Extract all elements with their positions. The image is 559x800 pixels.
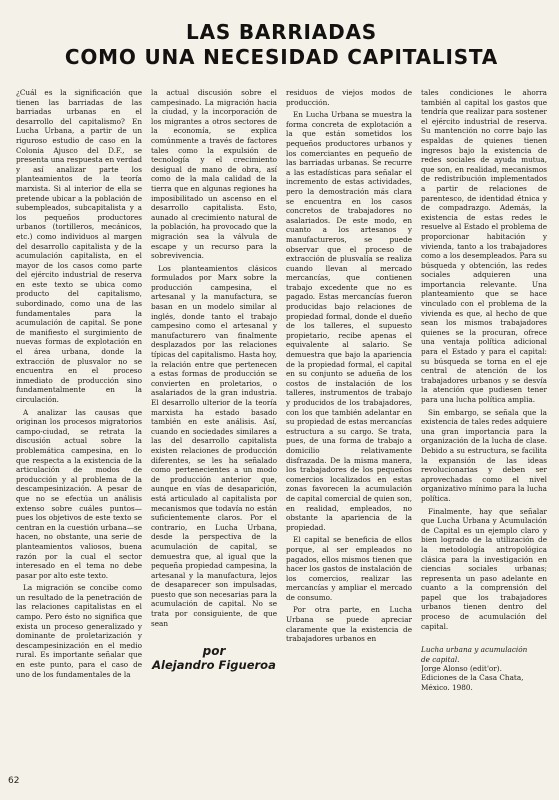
paragraph: En Lucha Urbana se muestra la forma concreta de explotación a la que están sometidos los pequeños productores urbanos y los comerciantes en pequeño de las barriadas urbanas. Se recurre a las estadísticas para señalar el incremento de estas actividades, pero la demostración más clara se encuentra en los casos concretos de trabajadores no asalariados. De este modo, en cuanto a los artesanos y manufactureros, se puede observar que el proceso de extracción de plusvalía se realiza cuando llevan al mercado mercancías, que contienen trabajo excedente que no es pagado. Estas mercancías fueron producidas bajo relaciones de propiedad formal, donde el dueño de los talleres, el supuesto propietario, recibe apenas el equivalente al salario. Se demuestra que bajo la apariencia de la propiedad formal, el capital en su conjunto se adueña de los costos de instalación de los talleres, instrumentos de trabajo y producidos de los trabajadores, con los que también adelantar en su propiedad de estas mercancías estructura a su cargo. Se trata, pues, de una forma de trabajo a domicilio relativamente disfrazada. De la misma manera, los trabajadores de los pequeños comercios localizados en estas zonas favorecen la acumulación de capital comercial de quien son, en realidad, empleados, no obstante la apariencia de la propiedad. (286, 110, 412, 532)
paragraph: tales condiciones le ahorra también al capital los gastos que tendría que realizar para sostener el ejército industrial de reserva. Su mantención no corre bajo las espaldas de quienes tienen ingresos bajo la existencia de redes sociales de ayuda mutua, que son, en realidad, mecanismos de redistribución implementados a partir de relaciones de parentesco, de identidad étnica y de compadrazgo. Además, la existencia de estas redes le resuelve al Estado el problema de proporcionar habitación y vivienda, tanto a los trabajadores como a los desempleados. Para su búsqueda y obtención, las redes sociales adquieren una importancia relevante. Una planteamiento que se hace vinculado con el problema de la vivienda es que, al hecho de que sean los mismos trabajadores quienes se la procuran, ofrece una ventaja política adicional para el Estado y para el capital: su búsqueda se torna en el eje central de atención de los trabajadores urbanos y se desvía la atención que pudiesen tener para una lucha política amplia. (421, 88, 547, 404)
column-4 (421, 88, 547, 760)
headline-line-2: COMO UNA NECESIDAD CAPITALISTA (64, 45, 499, 69)
byline (151, 644, 277, 672)
article-columns (16, 88, 547, 760)
paragraph: Sin embargo, se señala que la existencia de tales redes adquiere una gran importancia para la organización de la lucha de clase. Debido a su estructura, se facilita la expansión de las ideas revolucionarias y deben ser aprovechadas como el nivel organizativo mínimo para la lucha política. (421, 407, 547, 503)
paragraph: la actual discusión sobre el campesinado. La migración hacia la ciudad, y la incorporación de los migrantes a otros sectores de la economía, se explica comúnmente a través de factores tales como la expulsión de tecnología y el crecimiento desigual de mano de obra, así como de la mala calidad de la tierra que en algunas regiones ha imposibilitado un ascenso en el desarrollo capitalista. Esto, aunado al crecimiento natural de la población, ha provocado que la migración sea la válvula de escape y un recurso para la sobrevivencia. (151, 88, 277, 261)
bib-title-1: Lucha urbana y acumulación (421, 645, 528, 655)
paragraph: residuos de viejos modos de producción. (286, 88, 412, 107)
paragraph: La migración se concibe como un resultado de la penetración de las relaciones capitalistas en el campo. Pero ésto no significa que exista un proceso generalizado y dominante de proletarización y descampesinización en el medio rural. Es importante señalar que en este punto, para el caso de uno de los fundamentales de la (16, 583, 142, 679)
paragraph: Finalmente, hay que señalar que Lucha Urbana y Acumulación de Capital es un ejemplo claro y bien logrado de la utilización de la metodología antropológica clásica para la investigación en ciencias sociales urbanas; representa un paso adelante en cuanto a la comprensión del papel que los trabajadores urbanos tienen dentro del proceso de acumulación del capital. (421, 506, 547, 631)
bib-place: México. 1980. (421, 682, 473, 692)
paragraph: A analizar las causas que originan los procesos migratorios campo-ciudad, se retrata la discusión actual sobre la problemática campesina, en lo que respecta a la existencia de la articulación de modos de producción y al problema de la descampesinización. A pesar de que no se efectúa un análisis extenso sobre cuáles puntos—pues los objetivos de este texto se centran en la cuestión urbana—se hacen, no obstante, una serie de planteamientos valiosos, buena razón por la cual el sector interesado en el tema no debe pasar por alto este texto. (16, 407, 142, 580)
bibliographic-note (421, 645, 547, 692)
column-2 (151, 88, 277, 760)
column-1 (16, 88, 142, 760)
paragraph: Por otra parte, en Lucha Urbana se puede apreciar claramente que la existencia de trabajadores urbanos en (286, 605, 412, 644)
headline (16, 20, 547, 70)
page-number: 62 (8, 776, 20, 786)
column-3 (286, 88, 412, 760)
byline-prefix: por (202, 644, 226, 659)
paragraph: ¿Cuál es la significación que tienen las barriadas de las barriadas urbanas en el desarrollo del capitalismo? En Lucha Urbana, a partir de un riguroso estudio de caso en la Colonia Ajusco del D.F., se presenta una respuesta en verdad y así analizar parte los planteamientos de la teoría marxista. Si al interior de ella se pretende ubicar a la población de subempleados, subcapitalista y a los pequeños productores urbanos (tortilleros, mecánicos, etc.) como individuos al margen del desarrollo capitalista y de la acumulación capitalista, en el mayor de los casos como parte del ejército industrial de reserva en este texto se ubica como producto del capitalismo, subordinado, como una de las fundamentales para la acumulación de capital. Se pone de manifiesto el surgimiento de nuevas formas de explotación en el área urbana, donde la extracción de plusvalor no se encuentra en el proceso inmediato de producción sino fundamentalmente en la circulación. (16, 88, 142, 404)
paragraph: Los planteamientos clásicos formulados por Marx sobre la producción campesina, el artesanal y la manufactura, se basan en un modelo similar al inglés, donde tanto el trabajo campesino como el artesanal y manufacturero van finalmente desplazados por las relaciones típicas del capitalismo. Hasta hoy, la relación entre que pertenecen a estas formas de producción se convierten en proletarios, o asalariados de la gran industria. El desarrollo ulterior de la teoría marxista ha estado basado también en este análisis. Así, cuando en sociedades similares a las del desarrollo capitalista existen relaciones de producción diferentes, se les ha señalado como pertenecientes a un modo de producción anterior que, aunque en vías de desaparición, está articulado al capitalista por mecanismos que todavía no están suficientemente claros. Por el contrario, en Lucha Urbana, desde la perspectiva de la acumulación de capital, se demuestra que, al igual que la pequeña propiedad campesina, la artesanal y la manufactura, lejos de desaparecer son impulsadas, puesto que son necesarias para la acumulación de capital. No se trata por consiguiente, de que sean (151, 263, 277, 628)
bib-title-2: de capital. (421, 654, 460, 664)
bib-author: Jorge Alonso (edit'or). (421, 664, 502, 674)
bib-publisher: Ediciones de la Casa Chata, (421, 673, 524, 683)
author-name: Alejandro Figueroa (152, 658, 276, 673)
headline-line-1: LAS BARRIADAS (186, 20, 377, 44)
paragraph: El capital se beneficia de ellos porque, al ser empleados no pagados, ellos mismos tienen que hacer los gastos de instalación de los comercios, realizar las mercancías y ampliar el mercado de consumo. (286, 535, 412, 602)
